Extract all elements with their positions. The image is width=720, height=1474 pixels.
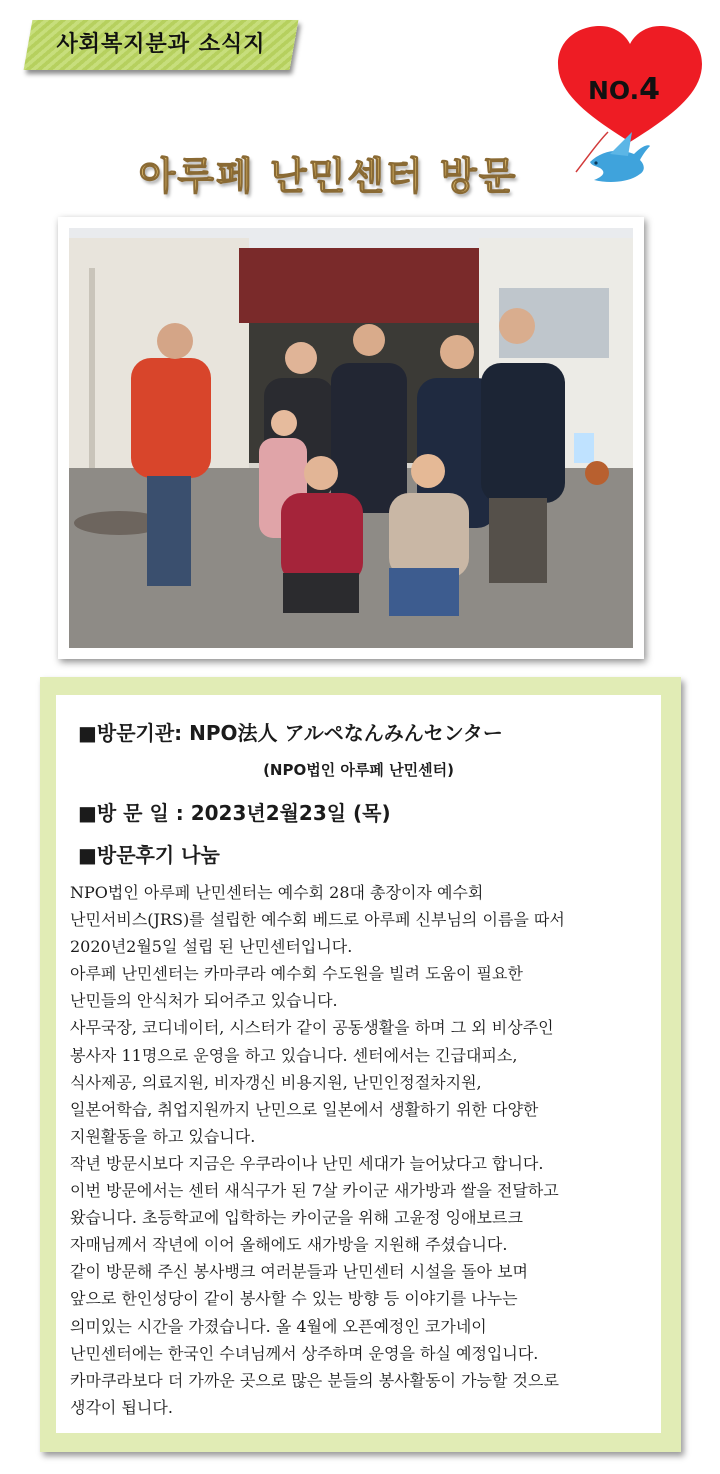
group-photo: [69, 228, 633, 648]
review-line: 난민서비스(JRS)를 설립한 예수회 베드로 아루페 신부님의 이름을 따서: [70, 910, 565, 930]
review-line: 생각이 됩니다.: [70, 1397, 173, 1417]
review-heading: ■방문후기 나눔: [78, 843, 220, 867]
review-line: 이번 방문에서는 센터 새식구가 된 7살 카이군 새가방과 쌀을 전달하고: [70, 1181, 559, 1201]
page-title: 아루페 난민센터 방문: [138, 154, 518, 198]
review-line: 일본어학습, 취업지원까지 난민으로 일본에서 생활하기 위한 다양한: [70, 1099, 539, 1119]
report-content: [56, 695, 661, 1433]
review-line: 의미있는 시간을 가졌습니다. 올 4월에 오픈예정인 코가네이: [70, 1316, 487, 1336]
organization-korean-name: (NPO법인 아루페 난민센터): [263, 761, 454, 779]
review-line: 지원활동을 하고 있습니다.: [70, 1126, 256, 1146]
review-line: 작년 방문시보다 지금은 우쿠라이나 난민 세대가 늘어났다고 합니다.: [70, 1153, 544, 1173]
review-line: 자매님께서 작년에 이어 올해에도 새가방을 지원해 주셨습니다.: [70, 1235, 508, 1255]
review-line: 앞으로 한인성당이 같이 봉사할 수 있는 방향 등 이야기를 나누는: [70, 1289, 518, 1309]
review-line: 같이 방문해 주신 봉사뱅크 여러분들과 난민센터 시설을 돌아 보며: [70, 1262, 529, 1282]
organization-heading: ■방문기관: NPO法人 アルペなんみんセンター: [78, 721, 503, 745]
review-line: 카마쿠라보다 더 가까운 곳으로 많은 분들의 봉사활동이 가능할 것으로: [70, 1370, 559, 1390]
issue-number: [588, 72, 660, 107]
issue-number-value: 4: [639, 72, 660, 107]
section-tag-label: 사회복지분과 소식지: [56, 32, 266, 57]
review-line: 난민센터에는 한국인 수녀님께서 상주하며 운영을 하실 예정입니다.: [70, 1343, 539, 1363]
report-card: [40, 677, 681, 1452]
photo-frame: [58, 217, 644, 659]
review-line: 봉사자 11명으로 운영을 하고 있습니다. 센터에서는 긴급대피소,: [70, 1045, 518, 1065]
review-line: NPO법인 아루페 난민센터는 예수회 28대 총장이자 예수회: [70, 883, 484, 902]
review-line: 식사제공, 의료지원, 비자갱신 비용지원, 난민인정절차지원,: [70, 1072, 482, 1092]
review-line: 난민들의 안식처가 되어주고 있습니다.: [70, 991, 338, 1011]
visit-date: ■방 문 일 : 2023년2월23일 (목): [78, 801, 391, 825]
review-body: [70, 879, 660, 1421]
review-line: 2020년2월5일 설립 된 난민센터입니다.: [70, 937, 353, 957]
issue-prefix: NO.: [588, 76, 640, 105]
review-line: 아루페 난민센터는 카마쿠라 예수회 수도원을 빌려 도움이 필요한: [70, 964, 523, 984]
review-line: 왔습니다. 초등학교에 입학하는 카이군을 위해 고윤정 잉애보르크: [70, 1208, 523, 1228]
review-line: 사무국장, 코디네이터, 시스터가 같이 공동생활을 하며 그 외 비상주인: [70, 1018, 554, 1038]
